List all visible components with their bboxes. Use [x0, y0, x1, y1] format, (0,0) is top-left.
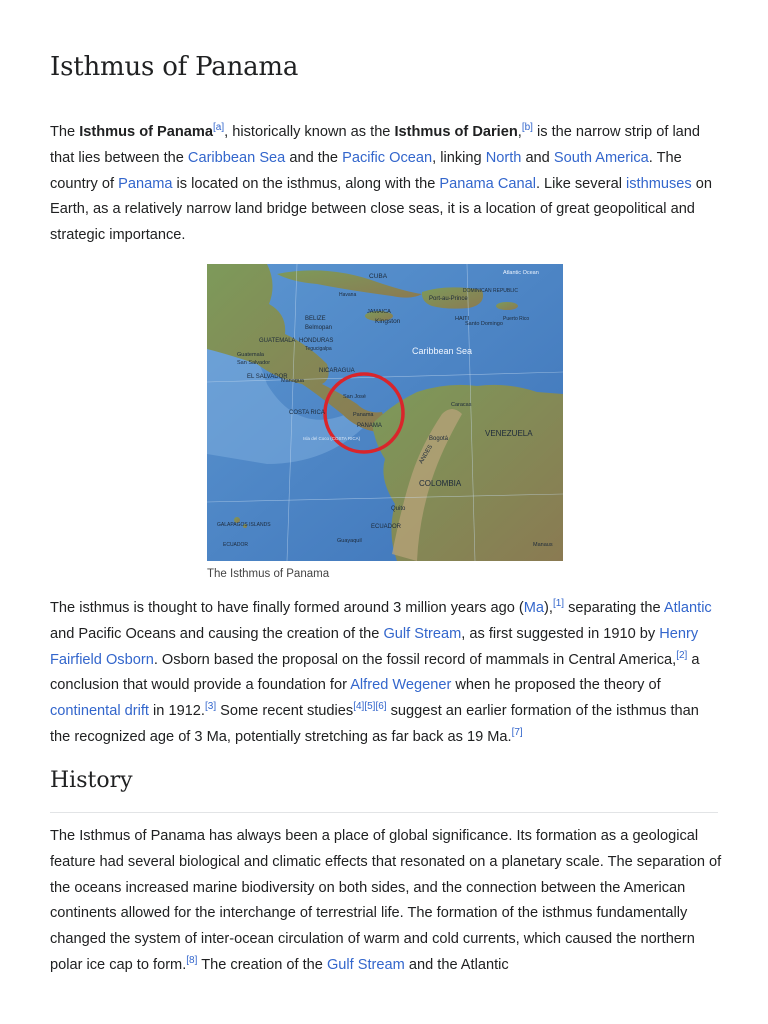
link-alfred-wegener[interactable]: Alfred Wegener — [350, 677, 452, 694]
map-label-panama: PANAMA — [357, 423, 382, 429]
text: and the — [285, 149, 343, 166]
map-label-manaus: Manaus — [533, 542, 553, 548]
link-gulf-stream[interactable]: Gulf Stream — [326, 956, 405, 973]
text: suggest an earlier formation of the isthmus than the recognized age of 3 Ma, potentially stretching as far back as 19 Ma. — [50, 703, 699, 745]
link-ma[interactable]: Ma — [523, 600, 545, 616]
map-label-santo-domingo: Santo Domingo — [465, 321, 503, 327]
map-label-san-salvador: San Salvador — [237, 360, 271, 366]
map-image[interactable] — [207, 264, 563, 561]
footnote-5[interactable]: [5] — [364, 701, 376, 713]
footnote-7[interactable]: [7] — [511, 727, 523, 739]
formation-paragraph — [50, 596, 722, 751]
link-isthmuses[interactable]: isthmuses — [626, 175, 692, 192]
text: ), — [544, 600, 553, 616]
text: , linking — [432, 149, 486, 166]
footnote-4[interactable]: [4] — [353, 701, 365, 713]
bold-term-isthmus-of-darien: Isthmus of Darien — [394, 124, 518, 140]
map-label-belize: BELIZE — [305, 316, 326, 322]
map-label-cocos-island: Isla del Coco (COSTA RICA) — [303, 436, 361, 441]
text: a conclusion that would provide a foundation for — [50, 651, 700, 694]
text: Some recent studies — [216, 703, 354, 720]
map-label-port-au-prince: Port-au-Prince — [429, 296, 468, 302]
text: . Like several — [535, 175, 626, 192]
map-label-puerto-rico: Puerto Rico — [503, 316, 530, 322]
link-panama[interactable]: Panama — [118, 175, 173, 192]
map-label-ecuador: ECUADOR — [371, 524, 402, 530]
text: and the Atlantic — [404, 956, 509, 973]
map-label-san-jose: San José — [343, 394, 366, 400]
text: on Earth, as a relatively narrow land bridge between close seas, it is a location of great geopolitical and strategic importance. — [50, 175, 712, 244]
text: and — [521, 149, 554, 166]
map-label-tegucigalpa: Tegucigalpa — [305, 346, 332, 352]
history-paragraph — [50, 824, 722, 979]
link-pacific-ocean[interactable]: Pacific Ocean — [342, 149, 433, 166]
map-label-cuba: CUBA — [369, 273, 388, 280]
map-label-nicaragua: NICARAGUA — [319, 368, 355, 374]
intro-paragraph — [50, 120, 722, 249]
figure-caption: The Isthmus of Panama — [207, 568, 330, 580]
map-label-caracas: Caracas — [451, 402, 472, 408]
map-label-caribbean-sea: Caribbean Sea — [412, 346, 473, 356]
text: . The country of — [50, 149, 682, 192]
map-label-guayaquil: Guayaquil — [337, 538, 362, 544]
text: when he proposed the theory of — [451, 677, 661, 694]
heading-divider — [50, 812, 718, 813]
footnote-6[interactable]: [6] — [375, 701, 387, 713]
map-label-dominican-republic: DOMINICAN REPUBLIC — [463, 288, 519, 294]
text: The creation of the — [197, 956, 327, 973]
link-continental-drift[interactable]: continental drift — [50, 703, 149, 720]
text: separating the — [564, 600, 664, 616]
link-henry-fairfield-osborn[interactable]: Henry Fairfield Osborn — [50, 625, 699, 668]
link-gulf-stream[interactable]: Gulf Stream — [383, 625, 462, 642]
section-heading-history: History — [50, 768, 133, 793]
map-label-atlantic-ocean: Atlantic Ocean — [503, 270, 539, 276]
footnote-2[interactable]: [2] — [676, 649, 688, 661]
text: , — [517, 124, 522, 140]
text: The — [50, 124, 80, 140]
map-label-el-salvador: EL SALVADOR — [247, 374, 288, 380]
map-label-venezuela: VENEZUELA — [485, 429, 533, 438]
map-label-managua: Managua — [281, 378, 304, 384]
map-label-belmopan: Belmopan — [305, 325, 333, 331]
link-caribbean-sea[interactable]: Caribbean Sea — [187, 149, 286, 166]
map-figure — [207, 264, 563, 581]
page-title: Isthmus of Panama — [50, 52, 299, 82]
puerto-rico-land — [496, 302, 518, 310]
map-label-costa-rica: COSTA RICA — [289, 410, 325, 416]
text: . Osborn based the proposal on the fossil record of mammals in Central America, — [153, 651, 677, 668]
map-label-panama-city: Panama — [353, 412, 374, 418]
footnote-3[interactable]: [3] — [204, 701, 217, 713]
footnote-a[interactable]: [a] — [213, 122, 225, 134]
map-label-kingston: Kingston — [375, 318, 401, 325]
footnote-b[interactable]: [b] — [521, 122, 533, 134]
map-label-jamaica: JAMAICA — [367, 309, 391, 315]
map-label-galapagos-country: ECUADOR — [223, 542, 249, 548]
map-label-galapagos: GALAPAGOS ISLANDS — [217, 522, 271, 528]
footnote-8[interactable]: [8] — [186, 955, 198, 967]
bold-term-isthmus-of-panama: Isthmus of Panama — [79, 124, 214, 140]
text: , historically known as the — [224, 124, 395, 140]
map-label-guatemala: GUATEMALA — [259, 338, 296, 344]
map-label-colombia: COLOMBIA — [419, 479, 462, 488]
map-label-haiti: HAITI — [455, 316, 470, 322]
map-label-havana: Havana — [339, 292, 357, 298]
link-south-america[interactable]: South America — [553, 149, 649, 166]
text: and Pacific Oceans and causing the creation of the — [50, 625, 384, 642]
map-label-honduras: HONDURAS — [299, 338, 334, 344]
map-label-guatemala-city: Guatemala — [237, 352, 264, 358]
text: The isthmus is thought to have finally formed around 3 million years ago ( — [50, 600, 524, 616]
footnote-1[interactable]: [1] — [552, 598, 565, 610]
map-label-bogota: Bogotá — [429, 436, 449, 442]
text: , as first suggested in 1910 by — [461, 625, 660, 642]
link-north-america[interactable]: North — [485, 149, 522, 166]
text: The Isthmus of Panama has always been a place of global significance. Its formation as a geological feature had several biological and climatic effects that resonated on a planetary scale. The separation of the oceans increased marine biodiversity on both sides, and the connection between the American continents allowed for the interchange of terrestrial life. The formation of the isthmus fundamentally changed the system of inter-ocean circulation of warm and cold currents, which caused the northern polar ice cap to form. — [50, 828, 722, 973]
map-label-quito: Quito — [391, 506, 406, 512]
map-label-andes: ANDES — [418, 444, 435, 465]
text: is the narrow strip of land that lies between the — [50, 124, 701, 166]
text: is located on the isthmus, along with the — [172, 175, 440, 192]
link-atlantic[interactable]: Atlantic — [663, 600, 712, 616]
text: in 1912. — [148, 703, 205, 720]
link-panama-canal[interactable]: Panama Canal — [439, 175, 536, 192]
